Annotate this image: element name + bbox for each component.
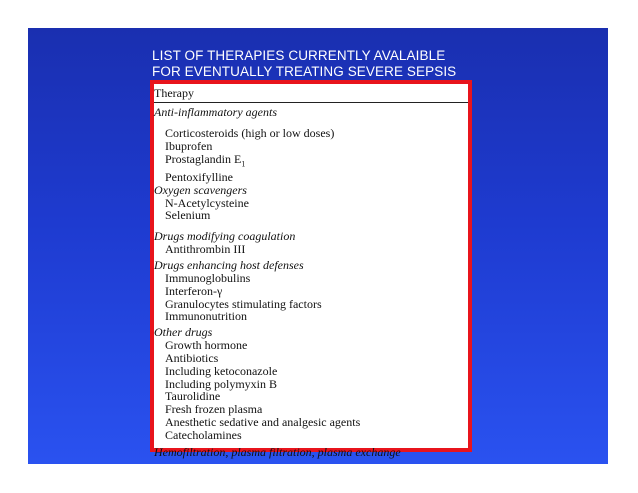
therapy-item: Selenium — [165, 208, 211, 223]
therapy-item: Including ketoconazole — [165, 363, 278, 378]
category-hemofiltration: Hemofiltration, plasma filtration, plasma exchange — [154, 444, 401, 459]
therapy-item: Antithrombin III — [165, 242, 246, 257]
therapy-item: Immunonutrition — [165, 309, 247, 324]
title-line-2: FOR EVENTUALLY TREATING SEVERE SEPSIS — [152, 64, 457, 79]
category-anti-inflammatory: Anti-inflammatory agents — [154, 105, 277, 119]
therapy-item: Pentoxifylline — [165, 169, 233, 184]
therapy-item: Interferon-γ — [165, 283, 223, 298]
therapy-item-text: Prostaglandin E — [165, 151, 242, 166]
therapy-list — [154, 106, 468, 459]
category-other-drugs: Other drugs — [154, 325, 213, 340]
therapy-item: Ibuprofen — [165, 138, 213, 153]
therapy-item: Anesthetic sedative and analgesic agents — [165, 414, 361, 429]
slide-title — [152, 48, 512, 80]
category-host-defenses: Drugs enhancing host defenses — [154, 257, 304, 272]
therapy-item: Fresh frozen plasma — [165, 402, 263, 417]
therapy-item: Corticosteroids (high or low doses) — [165, 126, 335, 140]
title-line-1: LIST OF THERAPIES CURRENTLY AVALAIBLE — [152, 48, 446, 63]
therapy-item: Immunoglobulins — [165, 270, 251, 285]
table-header: Therapy — [154, 86, 468, 103]
therapy-item: Taurolidine — [165, 389, 221, 404]
therapy-item: Antibiotics — [165, 350, 219, 365]
category-coagulation: Drugs modifying coagulation — [154, 229, 296, 244]
therapy-table — [150, 80, 472, 459]
therapy-item: Catecholamines — [165, 427, 242, 442]
slide-background — [28, 28, 608, 464]
therapy-item: N-Acetylcysteine — [165, 195, 249, 210]
therapy-item: Including polymyxin B — [165, 376, 277, 391]
therapy-item: Granulocytes stimulating factors — [165, 296, 322, 311]
subscript: 1 — [241, 158, 246, 168]
category-oxygen-scavengers: Oxygen scavengers — [154, 182, 247, 197]
therapy-item: Growth hormone — [165, 338, 248, 353]
therapy-item — [165, 153, 468, 171]
